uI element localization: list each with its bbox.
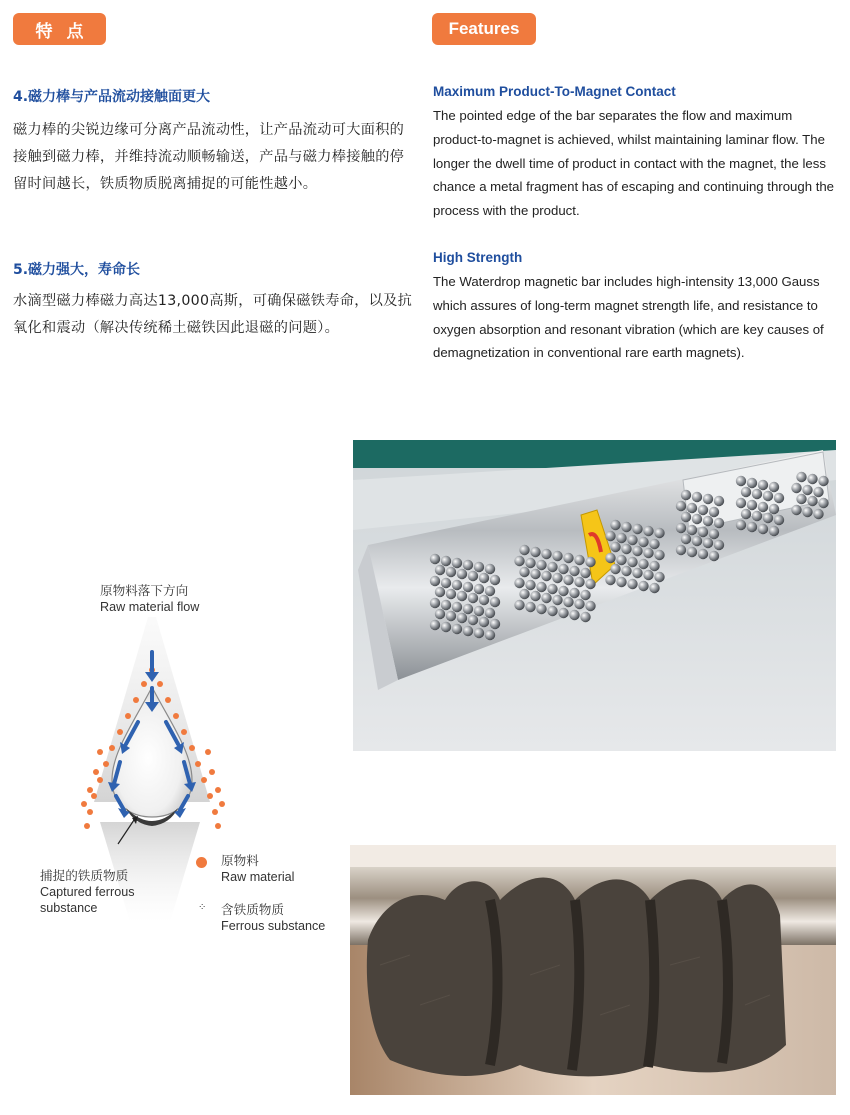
en-section5-body: The Waterdrop magnetic bar includes high-intensity 13,000 Gauss which assures of long-term magnet strength life, and resistance to oxygen absorption and resonant vibration (which are key causes of demagnetization in conventional rare earth magnets). bbox=[433, 274, 824, 361]
captured-label-en-2: substance bbox=[40, 901, 98, 915]
en-section4-body: The pointed edge of the bar separates the flow and maximum product-to-magnet is achieved, whilst maintaining laminar flow. The longer the dwell time of product in contact with the magnet, the less chance a metal fragment has of escaping and continuing through the process with the product. bbox=[433, 108, 835, 219]
captured-label-cn: 捕捉的铁质物质 bbox=[40, 869, 129, 883]
features-tag-cn: 特点 bbox=[13, 13, 106, 45]
ferrous-legend-icon: ⁘ bbox=[198, 902, 207, 913]
flow-label-cn: 原物料落下方向 bbox=[100, 584, 189, 598]
raw-material-label-en: Raw material bbox=[221, 870, 295, 884]
flow-label-en: Raw material flow bbox=[100, 600, 200, 614]
cn-section5-title: 5.磁力强大，寿命长 bbox=[13, 262, 141, 278]
raw-material-label-cn: 原物料 bbox=[221, 854, 259, 868]
cn-section5-body: 水滴型磁力棒磁力高达13,000高斯，可确保磁铁寿命，以及抗氧化和震动（解决传统稀土磁铁因此退磁的问题）。 bbox=[13, 293, 413, 336]
ferrous-label-en: Ferrous substance bbox=[221, 919, 326, 933]
raw-material-legend-icon bbox=[196, 857, 207, 868]
features-tag-en: Features bbox=[432, 13, 536, 45]
captured-label-en-1: Captured ferrous bbox=[40, 885, 135, 899]
ferrous-label-cn: 含铁质物质 bbox=[221, 903, 284, 917]
cn-section4-body: 磁力棒的尖锐边缘可分离产品流动性，让产品流动可大面积的接触到磁力棒，并维持流动顺畅输送，产品与磁力棒接触的停留时间越长，铁质物质脱离捕捉的可能性越小。 bbox=[13, 122, 405, 192]
en-section5-title: High Strength bbox=[433, 250, 523, 265]
magnet-bar-balls-photo bbox=[353, 440, 836, 751]
magnet-bar-filings-photo bbox=[350, 845, 836, 1095]
en-section4-title: Maximum Product-To-Magnet Contact bbox=[433, 84, 676, 99]
cn-section4-title: 4.磁力棒与产品流动接触面更大 bbox=[13, 89, 211, 105]
